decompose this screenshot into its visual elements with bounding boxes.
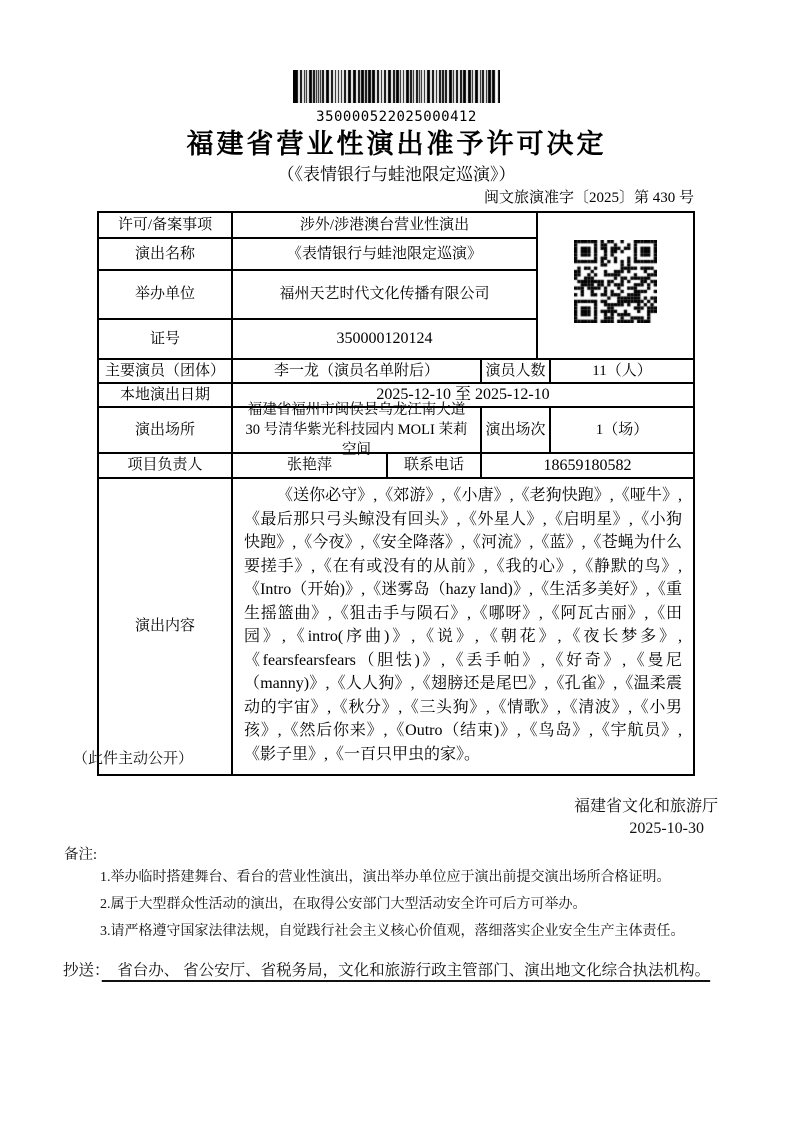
- qr-cell: [538, 213, 695, 360]
- value-content: 《送你必守》,《郊游》,《小唐》,《老狗快跑》,《哑牛》,《最后那只弓头鲸没有回头》,《外星人》,《启明星》,《小狗快跑》,《今夜》,《安全降落》,《河流》,《蓝》,《苍蝇为什么要搓手》,《在有或没有的从前》,《我的心》,《静默的鸟》,《Intro（开始)》,《迷雾岛（hazy land)》,《生活多美好》,《重生摇篮曲》,《狙击手与陨石》,《哪呀》,《阿瓦古丽》,《田园》,《intro(序曲)》,《说》,《朝花》,《夜长梦多》,《fearsfearsfears（胆怯)》,《丢手帕》,《好奇》,《曼尼（manny)》,《人人狗》,《翅膀还是尾巴》,《孔雀》,《温柔震动的宇宙》,《秋分》,《三头狗》,《情歌》,《清波》,《小男孩》,《然后你来》,《Outro（结束)》,《鸟岛》,《宇航员》,《影子里》,《一百只甲虫的家》。: [233, 479, 695, 776]
- label-venue: 演出场所: [99, 408, 233, 454]
- barcode: [0, 70, 793, 125]
- barcode-number: 350000522025000412: [316, 109, 477, 125]
- label-content: 演出内容: [99, 479, 233, 776]
- label-phone: 联系电话: [388, 454, 482, 479]
- value-performer-count: 11（人）: [551, 360, 695, 384]
- value-manager: 张艳萍: [233, 454, 388, 479]
- remark-item: 3.请严格遵守国家法律法规，自觉践行社会主义核心价值观，落细落实企业安全生产主体责任。: [100, 924, 685, 939]
- document-title: 福建省营业性演出准予许可决定: [186, 129, 607, 159]
- remarks-label: 备注:: [64, 847, 98, 863]
- cc-value: 省台办、 省公安厅、省税务局，文化和旅游行政主管部门、演出地文化综合执法机构。: [101, 962, 711, 979]
- value-cert-no: 350000120124: [233, 320, 538, 360]
- value-sessions: 1（场）: [551, 408, 695, 454]
- issue-date: 2025-10-30: [629, 820, 704, 837]
- label-main-performers: 主要演员（团体）: [99, 360, 233, 384]
- label-manager: 项目负责人: [99, 454, 233, 479]
- label-sessions: 演出场次: [482, 408, 551, 454]
- remarks-list: [100, 864, 760, 945]
- barcode-image: [293, 70, 500, 103]
- issuing-authority: 福建省文化和旅游厅: [573, 798, 718, 815]
- label-local-dates: 本地演出日期: [99, 384, 233, 408]
- label-organizer: 举办单位: [99, 271, 233, 320]
- remark-item: 1.举办临时搭建舞台、看台的营业性演出，演出举办单位应于演出前提交演出场所合格证明。: [100, 870, 671, 885]
- value-show-name: 《表情银行与蛙池限定巡演》: [233, 239, 538, 271]
- value-organizer: 福州天艺时代文化传播有限公司: [233, 271, 538, 320]
- value-venue: 福建省福州市闽侯县乌龙江南大道 30 号清华紫光科技园内 MOLI 茉莉空间: [233, 408, 482, 454]
- qr-code-icon: [574, 240, 657, 323]
- value-phone: 18659180582: [482, 454, 695, 479]
- doc-number: 闽文旅演准字〔2025〕第 430 号: [483, 190, 694, 206]
- value-main-performers: 李一龙（演员名单附后）: [233, 360, 482, 384]
- cc-label: 抄送：: [63, 962, 102, 979]
- document-subtitle: （《表情银行与蛙池限定巡演》）: [277, 165, 516, 184]
- label-cert-no: 证号: [99, 320, 233, 360]
- label-permit-item: 许可/备案事项: [99, 213, 233, 239]
- remark-item: 2.属于大型群众性活动的演出，在取得公安部门大型活动安全许可后方可举办。: [100, 897, 587, 912]
- public-disclosure-note: （此件主动公开）: [73, 751, 194, 767]
- label-performer-count: 演员人数: [482, 360, 551, 384]
- cc-block: [63, 957, 725, 984]
- label-show-name: 演出名称: [99, 239, 233, 271]
- permit-table: [97, 211, 695, 776]
- value-local-dates: 2025-12-10 至 2025-12-10: [233, 384, 695, 408]
- value-permit-item: 涉外/涉港澳台营业性演出: [233, 213, 538, 239]
